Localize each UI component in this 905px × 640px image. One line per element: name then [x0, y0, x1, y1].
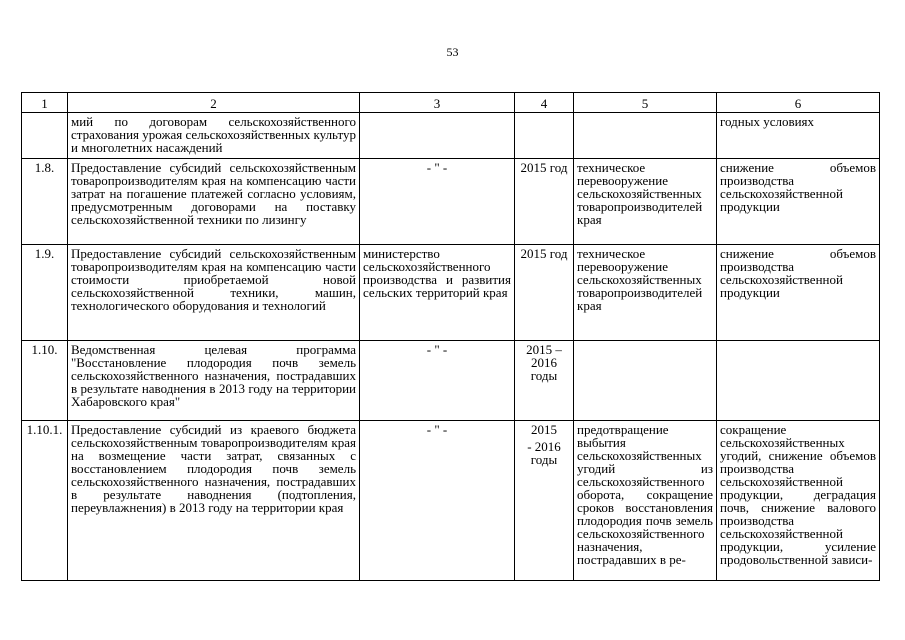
header-cell-5: 5 — [574, 93, 717, 113]
header-cell-6: 6 — [717, 93, 880, 113]
expected-result: предотвращение выбытия сельскохозяйственных угодий из сельскохозяйственного оборота, сокращение сроков восстановления плодородия почв земель сельскохозяйственного назначения, пострадавших в ре- — [574, 421, 717, 581]
header-cell-3: 3 — [360, 93, 515, 113]
consequences: сокращение сельскохозяйственных угодий, снижение объемов производства сельскохозяйственной продукции, деградация почв, снижение валового производства сельскохозяйственной продукции, усиление продовольственной зависи- — [717, 421, 880, 581]
consequences: снижение объемов производства сельскохозяйственной продукции — [717, 159, 880, 245]
implementation-period — [515, 113, 574, 159]
consequences — [717, 341, 880, 421]
header-cell-1: 1 — [22, 93, 68, 113]
table-row — [22, 159, 880, 245]
implementation-period: 2015 год — [515, 159, 574, 245]
header-cell-2: 2 — [68, 93, 360, 113]
expected-result — [574, 113, 717, 159]
responsible-executor — [360, 113, 515, 159]
expected-result: техническое перевооружение сельскохозяйственных товаропроизводителей края — [574, 159, 717, 245]
table-row — [22, 245, 880, 341]
responsible-executor: - " - — [360, 421, 515, 581]
table-row — [22, 113, 880, 159]
period-end: - 2016 годы — [527, 439, 561, 467]
table-row — [22, 341, 880, 421]
header-cell-4: 4 — [515, 93, 574, 113]
expected-result — [574, 341, 717, 421]
row-number — [22, 113, 68, 159]
consequences: снижение объемов производства сельскохозяйственной продукции — [717, 245, 880, 341]
responsible-executor: министерство сельскохозяйственного производства и развития сельских территорий края — [360, 245, 515, 341]
consequences: годных условиях — [717, 113, 880, 159]
measure-description: Предоставление субсидий из краевого бюджета сельскохозяйственным товаропроизводителям края на возмещение части затрат, связанных с восстановлением плодородия почв земель сельскохозяйственного назначения, пострадавших в результате наводнения (подтопления, переувлажнения) в 2013 году на территории края — [68, 421, 360, 581]
implementation-period — [515, 421, 574, 581]
row-number: 1.10. — [22, 341, 68, 421]
responsible-executor: - " - — [360, 159, 515, 245]
responsible-executor: - " - — [360, 341, 515, 421]
expected-result: техническое перевооружение сельскохозяйственных товаропроизводителей края — [574, 245, 717, 341]
program-table — [21, 92, 880, 581]
row-number: 1.10.1. — [22, 421, 68, 581]
measure-description: Предоставление субсидий сельскохозяйственным товаропроизводителям края на компенсацию части затрат на погашение платежей согласно условиям, предусмотренным договорами на поставку сельскохозяйственной техники по лизингу — [68, 159, 360, 245]
measure-description: Предоставление субсидий сельскохозяйственным товаропроизводителям края на компенсацию части стоимости приобретаемой новой сельскохозяйственной техники, машин, технологического оборудования и технологий — [68, 245, 360, 341]
table-header-row — [22, 93, 880, 113]
implementation-period: 2015 – 2016 годы — [515, 341, 574, 421]
row-number: 1.9. — [22, 245, 68, 341]
row-number: 1.8. — [22, 159, 68, 245]
table-row — [22, 421, 880, 581]
measure-description: мий по договорам сельскохозяйственного страхования урожая сельскохозяйственных культур и многолетних насаждений — [68, 113, 360, 159]
page-number: 53 — [446, 45, 459, 59]
implementation-period: 2015 год — [515, 245, 574, 341]
period-start: 2015 — [531, 422, 557, 437]
measure-description: Ведомственная целевая программа "Восстановление плодородия почв земель сельскохозяйственного назначения, пострадавших в результате наводнения в 2013 году на территории Хабаровского края" — [68, 341, 360, 421]
